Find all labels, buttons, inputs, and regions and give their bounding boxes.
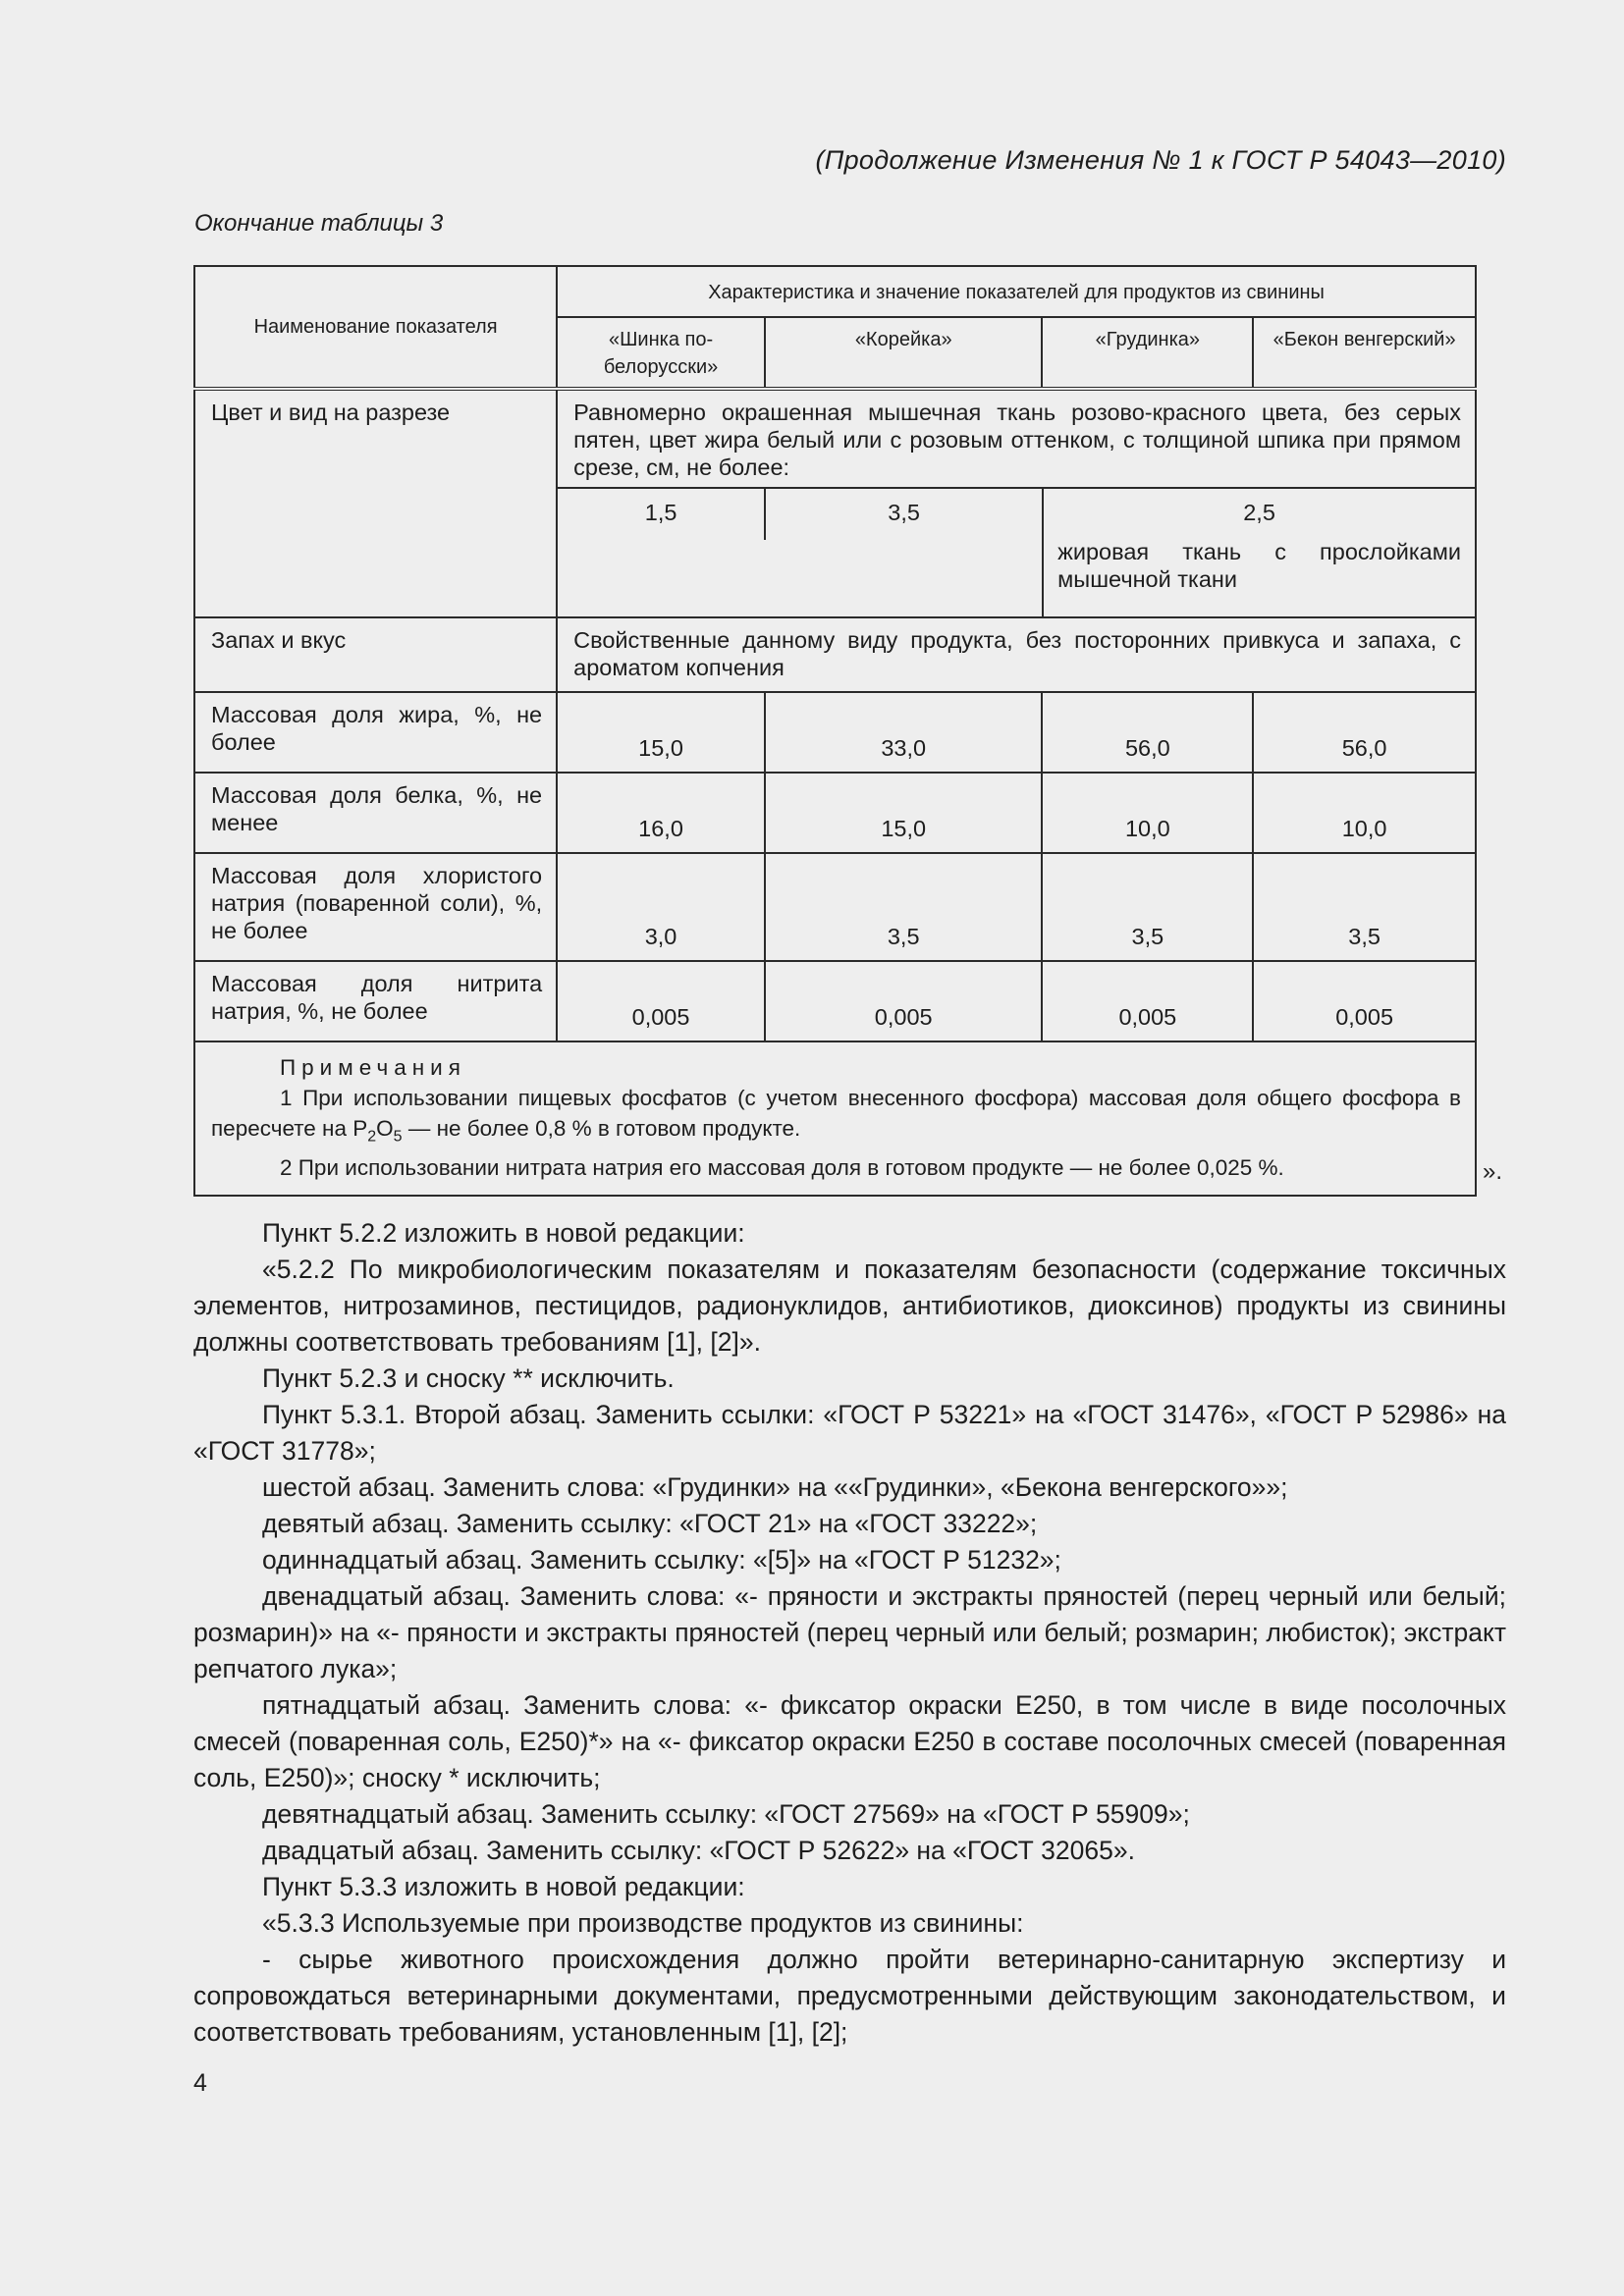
product-header: «Шинка по-белорусски» — [557, 317, 765, 389]
paragraph: Пункт 5.3.1. Второй абзац. Заменить ссылки: «ГОСТ Р 53221» на «ГОСТ 31476», «ГОСТ Р 52986» на «ГОСТ 31778»; — [193, 1400, 1506, 1466]
paragraph: девятый абзац. Заменить ссылку: «ГОСТ 21» на «ГОСТ 33222»; — [262, 1509, 1038, 1538]
cell-note: жировая ткань с прослойками мышечной ткани — [1057, 539, 1461, 592]
paragraph: Пункт 5.2.2 изложить в новой редакции: — [262, 1218, 745, 1248]
cell-value: 56,0 — [1042, 692, 1253, 773]
row-label: Массовая доля жира, %, не более — [194, 692, 557, 773]
paragraph: «5.2.2 По микробиологическим показателям и показателям безопасности (содержание токсичных элементов, нитрозаминов, пестицидов, радионуклидов, антибиотиков, диоксинов) продукты из свинины должны соответствовать требованиям [1], [2]». — [193, 1255, 1506, 1357]
cell-value: 33,0 — [765, 692, 1043, 773]
cell-value: 56,0 — [1253, 692, 1476, 773]
table-row — [194, 773, 1476, 853]
page-number: 4 — [193, 2069, 207, 2097]
paragraph: двенадцатый абзац. Заменить слова: «- пряности и экстракты пряностей (перец черный или белый; розмарин)» на «- пряности и экстракты пряностей (перец черный или белый; розмарин; любисток); экстракт репчатого лука»; — [193, 1581, 1506, 1683]
cell-value: 3,0 — [557, 853, 765, 961]
column-header-name: Наименование показателя — [194, 266, 557, 389]
paragraph: - сырье животного происхождения должно пройти ветеринарно-санитарную экспертизу и сопровождаться ветеринарными документами, предусмотренными действующим законодательством, и соответствовать требованиям, установленным [1], [2]; — [193, 1945, 1506, 2047]
note-1: 1 При использовании пищевых фосфатов (с учетом внесенного фосфора) массовая доля общего фосфора в пересчете на $P_2O_5$ — не более 0,8 % в готовом продукте. — [211, 1086, 1461, 1146]
table-row — [194, 961, 1476, 1041]
closing-quote: ». — [1483, 1158, 1503, 1185]
cell-value: 3,5 — [766, 489, 1044, 616]
cell-value: 3,5 — [1042, 853, 1253, 961]
cell-value: 10,0 — [1042, 773, 1253, 853]
paragraph: Пункт 5.3.3 изложить в новой редакции: — [262, 1872, 745, 1901]
row-label: Цвет и вид на разрезе — [194, 389, 557, 617]
cell-value: 10,0 — [1253, 773, 1476, 853]
row-label: Запах и вкус — [194, 617, 557, 692]
cell-value: 3,5 — [1253, 853, 1476, 961]
table-row — [194, 692, 1476, 773]
cell-value: 16,0 — [557, 773, 765, 853]
cell-value: 1,5 — [558, 489, 766, 540]
notes-row — [194, 1041, 1476, 1196]
product-header: «Бекон венгерский» — [1253, 317, 1476, 389]
row-label: Массовая доля белка, %, не менее — [194, 773, 557, 853]
product-header: «Грудинка» — [1042, 317, 1253, 389]
indicators-table — [193, 265, 1477, 1197]
row-label: Массовая доля хлористого натрия (поваренной соли), %, не более — [194, 853, 557, 961]
product-header: «Корейка» — [765, 317, 1043, 389]
amendment-text — [193, 1215, 1506, 2051]
table-caption: Окончание таблицы 3 — [194, 210, 444, 237]
table-notes — [194, 1041, 1476, 1196]
notes-title: Примечания — [280, 1055, 466, 1080]
column-group-header: Характеристика и значение показателей для продуктов из свинины — [557, 266, 1476, 317]
paragraph: шестой абзац. Заменить слова: «Грудинки» на ««Грудинки», «Бекона венгерского»»; — [262, 1472, 1288, 1502]
cell-value: 15,0 — [765, 773, 1043, 853]
cell-value: 0,005 — [1042, 961, 1253, 1041]
cell-value: 0,005 — [765, 961, 1043, 1041]
table-header-row — [194, 266, 1476, 317]
paragraph: пятнадцатый абзац. Заменить слова: «- фиксатор окраски Е250, в том числе в виде посолочных смесей (поваренная соль, Е250)*» на «- фиксатор окраски Е250 в составе посолочных смесей (поваренная соль, Е250)»; сноску * исключить; — [193, 1690, 1506, 1792]
cell-value: 0,005 — [1253, 961, 1476, 1041]
row-description: Свойственные данному виду продукта, без посторонних привкуса и запаха, с ароматом копчения — [557, 617, 1476, 692]
paragraph: одиннадцатый абзац. Заменить ссылку: «[5]» на «ГОСТ Р 51232»; — [262, 1545, 1061, 1575]
note-2: 2 При использовании нитрата натрия его массовая доля в готовом продукте — не более 0,025 %. — [280, 1154, 1284, 1180]
table-row — [194, 389, 1476, 488]
cell-value: 15,0 — [557, 692, 765, 773]
cell-value: 3,5 — [765, 853, 1043, 961]
cell-value: 2,5 — [1243, 500, 1275, 525]
paragraph: «5.3.3 Используемые при производстве продуктов из свинины: — [262, 1908, 1024, 1938]
cell-value: 0,005 — [557, 961, 765, 1041]
paragraph: Пункт 5.2.3 и сноску ** исключить. — [262, 1363, 675, 1393]
paragraph: двадцатый абзац. Заменить ссылку: «ГОСТ Р 52622» на «ГОСТ 32065». — [262, 1836, 1135, 1865]
row-label: Массовая доля нитрита натрия, %, не более — [194, 961, 557, 1041]
row-description: Равномерно окрашенная мышечная ткань розово-красного цвета, без серых пятен, цвет жира белый или с розовым оттенком, с толщиной шпика при прямом срезе, см, не более: — [557, 389, 1476, 488]
paragraph: девятнадцатый абзац. Заменить ссылку: «ГОСТ 27569» на «ГОСТ Р 55909»; — [262, 1799, 1190, 1829]
page-header: (Продолжение Изменения № 1 к ГОСТ Р 54043—2010) — [815, 145, 1506, 175]
table-row — [194, 617, 1476, 692]
table-row — [194, 853, 1476, 961]
